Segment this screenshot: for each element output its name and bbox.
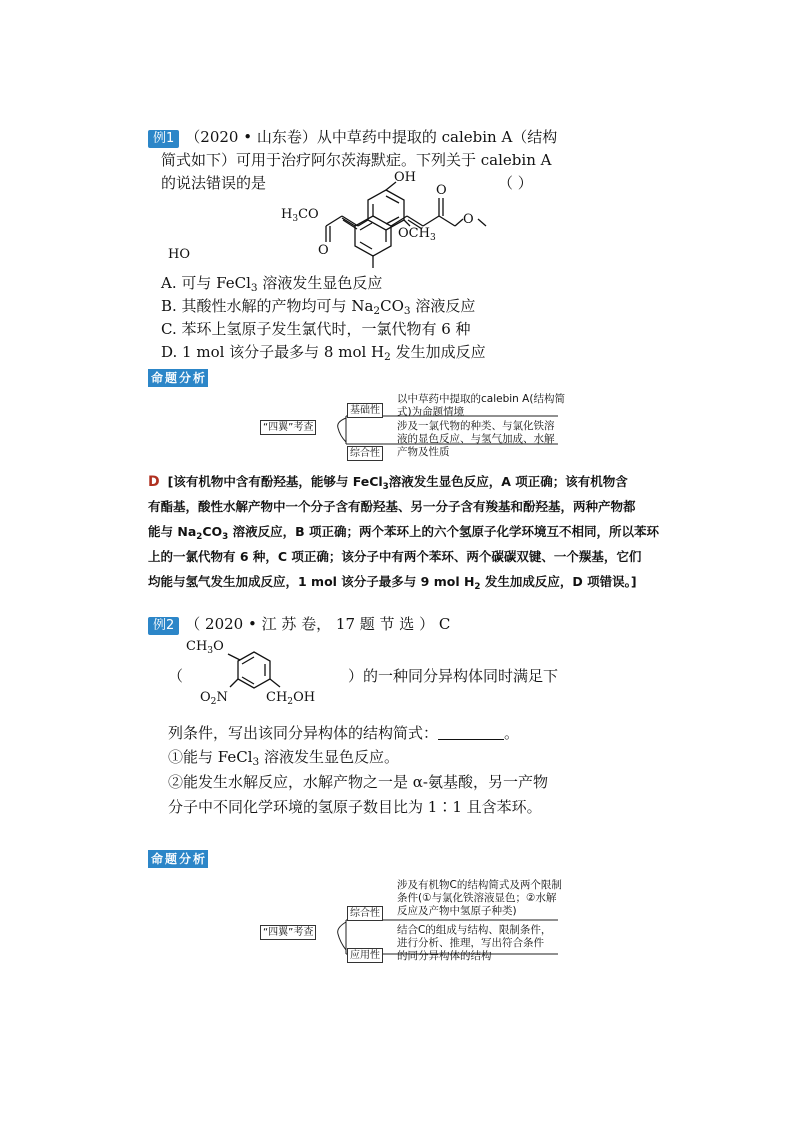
answer-blank[interactable] bbox=[438, 725, 504, 740]
h3co-label: $H_3CO$ bbox=[281, 207, 319, 224]
example2-line1: 例2 （ 2020 • 江 苏 卷， 17 题 节 选 ） C bbox=[148, 613, 450, 635]
paren-open: （ bbox=[168, 667, 184, 685]
option-a: A. 可与 FeCl$_3$ 溶液发生显色反应 bbox=[161, 274, 383, 294]
analysis-tag-2: 命 题 分 析 bbox=[148, 850, 208, 868]
ch2oh-label: $CH_2OH$ bbox=[266, 690, 316, 707]
tree1-label-comprehensive: 综合性 bbox=[347, 446, 383, 461]
option-c: C. 苯环上氢原子发生氯代时，一氯代物有 6 种 bbox=[161, 320, 471, 338]
tree1-text2: 涉及一氯代物的种类、与氯化铁溶 液的显色反应、与氢气加成、水解 产物及性质 bbox=[397, 420, 555, 458]
ester-carbonyl-o-label: O bbox=[318, 243, 329, 258]
answer-paren: （ ） bbox=[498, 174, 533, 192]
tree2-label-comprehensive: 综合性 bbox=[347, 906, 383, 921]
oh-top-label: OH bbox=[394, 170, 416, 185]
option-d: D. 1 mol 该分子最多与 8 mol $H_2$ 发生加成反应 bbox=[161, 343, 486, 363]
ho-bottom-label: HO bbox=[168, 247, 190, 262]
tree1-text1: 以中草药中提取的calebin A(结构简 式)为命题情境 bbox=[397, 393, 565, 418]
analysis-tag-1: 命 题 分 析 bbox=[148, 369, 208, 387]
example1-badge: 例1 bbox=[148, 130, 179, 148]
answer-line3: 能与 $Na_2CO_3$ 溶液反应，B 项正确；两个苯环上的六个氢原子化学环境互不相同，所以苯环 bbox=[148, 524, 659, 542]
tree1-label-basic: 基础性 bbox=[347, 403, 383, 418]
answer-line4: 上的一氯代物有 6 种，C 项正确；该分子中有两个苯环、两个碳碳双键、一个羰基，它们 bbox=[148, 549, 642, 564]
example2-line2: ）的一种同分异构体同时满足下 bbox=[348, 667, 559, 685]
example1-line2: 简式如下）可用于治疗阿尔茨海默症。下列关于 calebin A bbox=[161, 151, 552, 169]
answer-line1: D [该有机物中含有酚羟基，能够与 FeCl$_3$溶液发生显色反应，A 项正确；该有机物含 bbox=[148, 474, 628, 492]
condition-2b: 分子中不同化学环境的氢原子数目比为 1∶1 且含苯环。 bbox=[168, 798, 542, 816]
och3-label: $OCH_3$ bbox=[398, 226, 436, 243]
calebin-a-right-part bbox=[300, 178, 410, 248]
condition-1: ①能与 FeCl$_3$ 溶液发生显色反应。 bbox=[168, 748, 399, 768]
example2-line3: 列条件，写出该同分异构体的结构简式： 。 bbox=[168, 724, 520, 742]
tree2-label-applied: 应用性 bbox=[347, 948, 383, 963]
carbonyl-o-label: O bbox=[436, 183, 447, 198]
answer-line2: 有酯基，酸性水解产物中一个分子含有酚羟基、另一分子含有羧基和酚羟基，两种产物都 bbox=[148, 499, 636, 514]
example1-line1: 例1 （2020 • 山东卷）从中草药中提取的 calebin A（结构 bbox=[148, 126, 557, 148]
tree2-text2: 结合C的组成与结构、限制条件， 进行分析、推理，写出符合条件 的同分异构体的结构 bbox=[397, 924, 552, 962]
example1-line3: 的说法错误的是 bbox=[161, 174, 267, 192]
ester-o-label: O bbox=[463, 212, 474, 227]
condition-2a: ②能发生水解反应，水解产物之一是 α-氨基酸，另一产物 bbox=[168, 773, 548, 791]
o2n-label: $O_2N$ bbox=[200, 690, 228, 707]
answer-line5: 均能与氢气发生加成反应，1 mol 该分子最多与 9 mol $H_2$ 发生加成反应，D 项错误。] bbox=[148, 574, 637, 592]
ch3o-label: $CH_3O$ bbox=[186, 639, 224, 656]
tree1-root: “四翼”考查 bbox=[260, 420, 316, 435]
example2-badge: 例2 bbox=[148, 617, 179, 635]
tree2-root: “四翼”考查 bbox=[260, 925, 316, 940]
tree2-text1: 涉及有机物C的结构简式及两个限制 条件(①与氯化铁溶液显色；②水解 反应及产物中氢原子种类) bbox=[397, 879, 562, 917]
option-b: B. 其酸性水解的产物均可与 $Na_2CO_3$ 溶液反应 bbox=[161, 297, 476, 317]
